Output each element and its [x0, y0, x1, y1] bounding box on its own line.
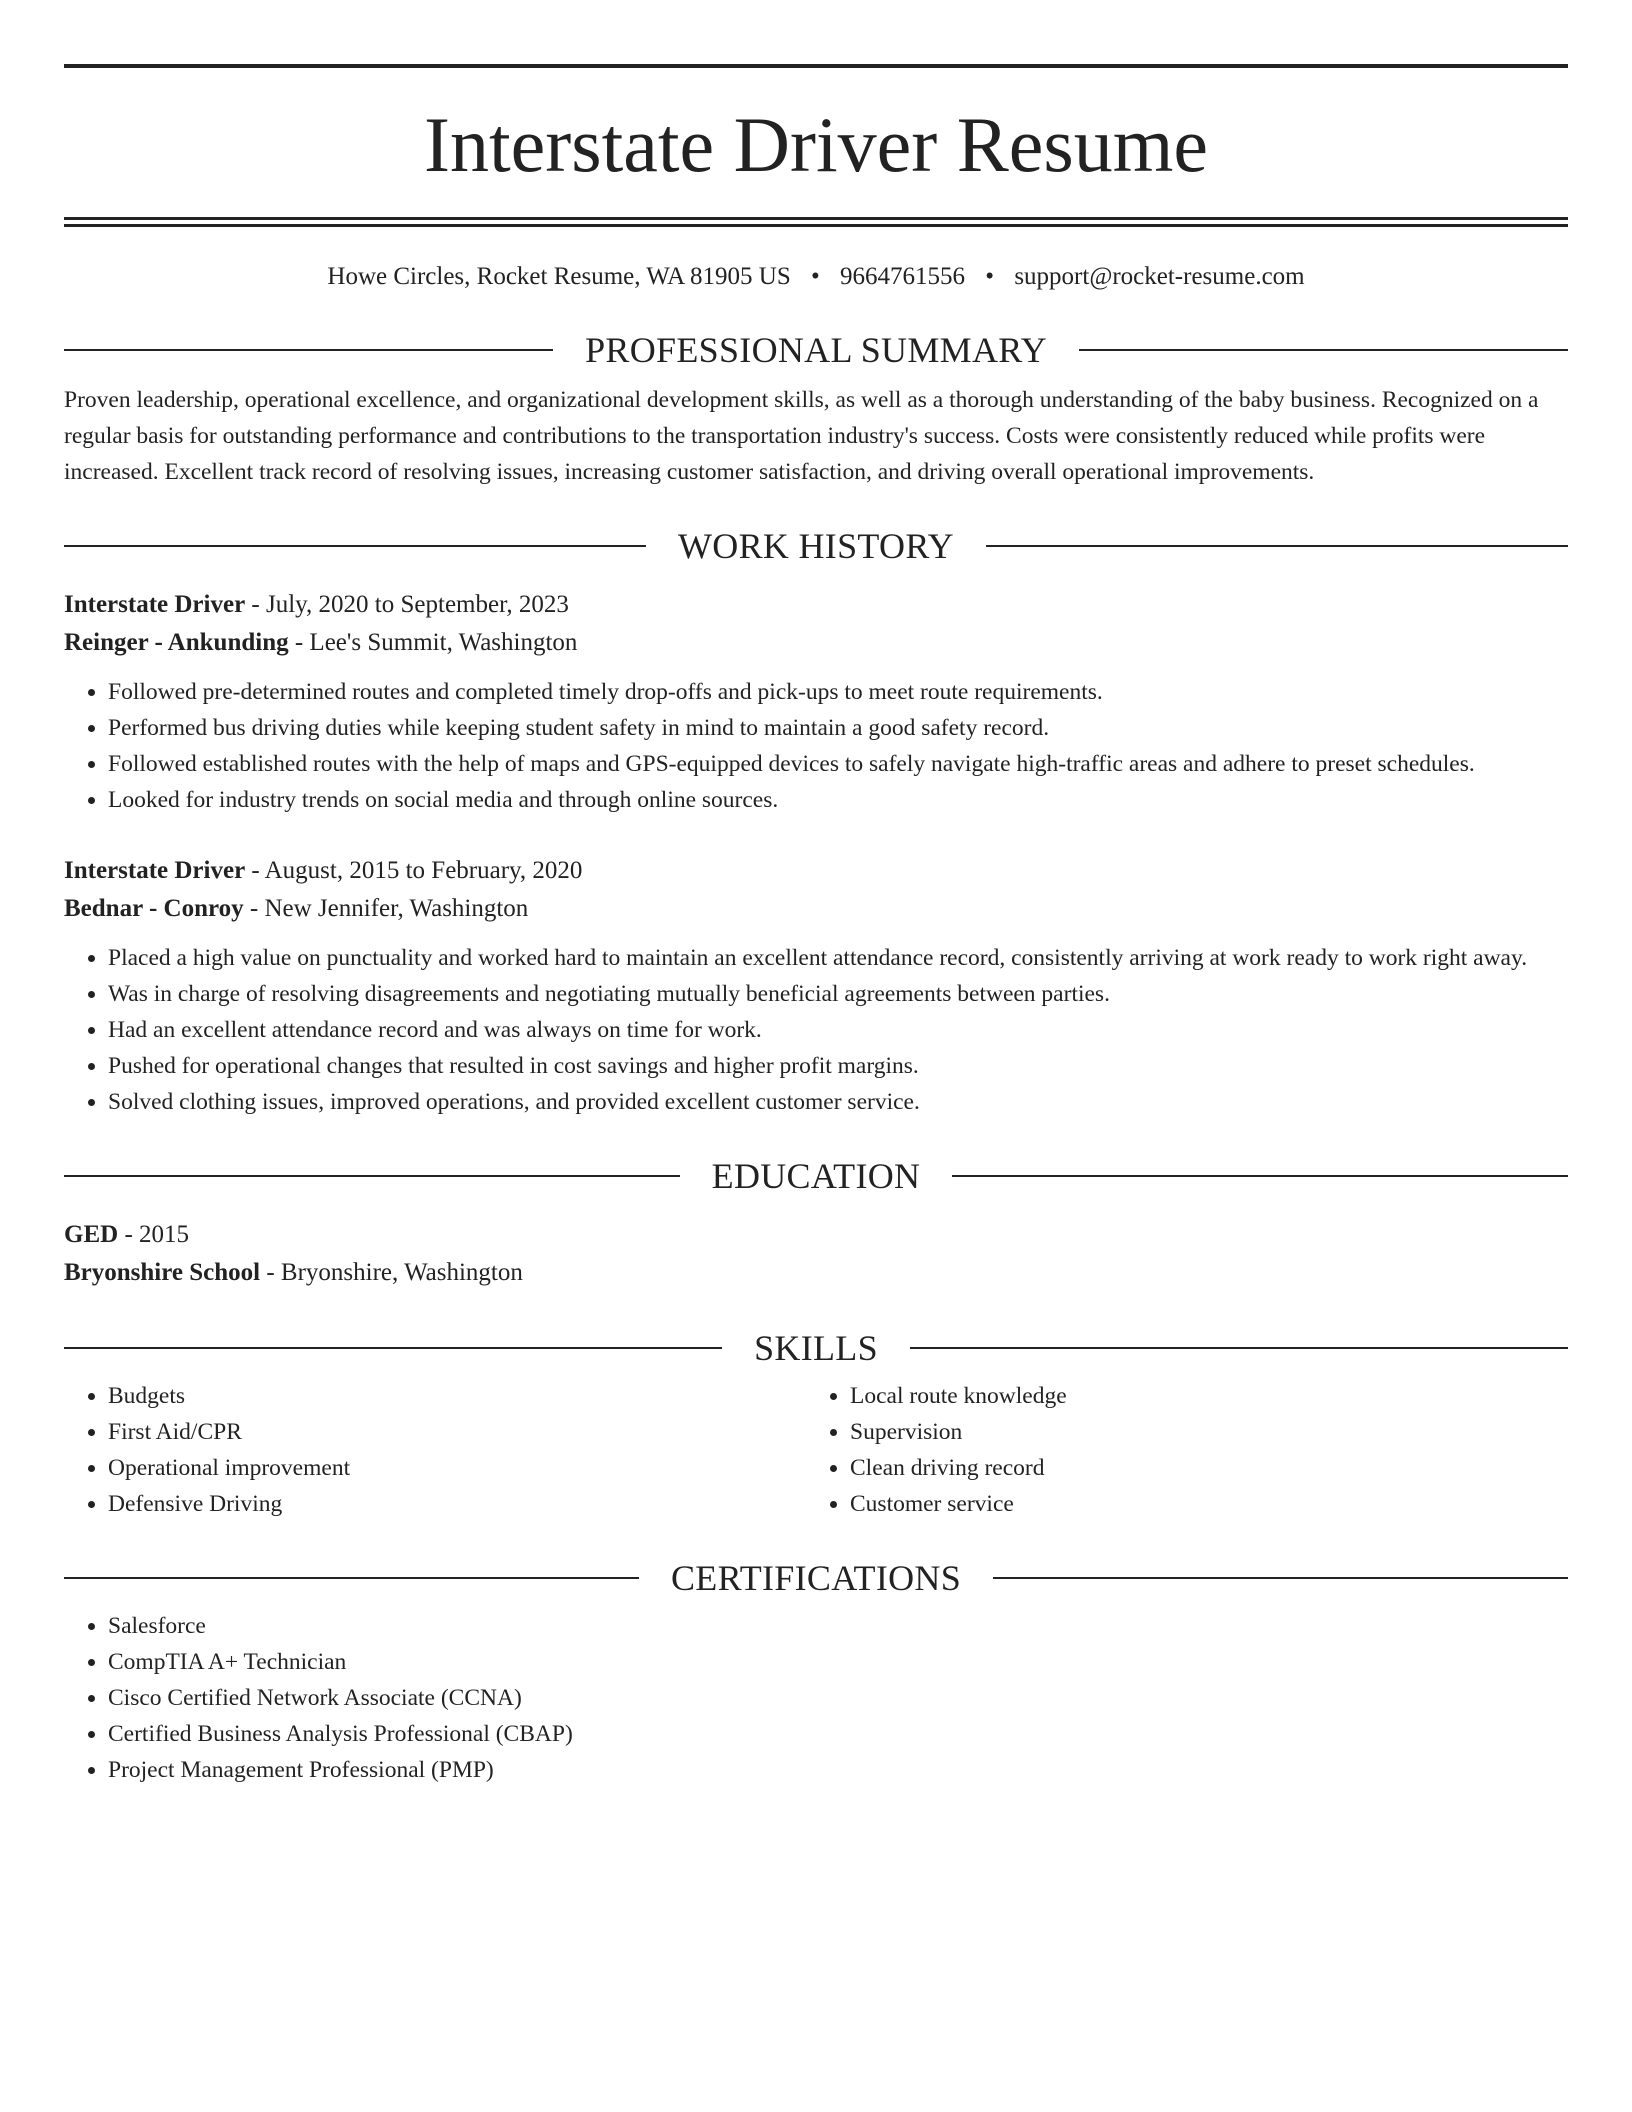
- list-item: • CompTIA A+ Technician: [108, 1644, 1568, 1680]
- list-item: • Followed established routes with the help of maps and GPS-equipped devices to safely navigate high-traffic areas and adhere to preset schedules.: [108, 746, 1568, 782]
- list-item: • Looked for industry trends on social media and through online sources.: [108, 782, 1568, 818]
- contact-separator: •: [811, 263, 820, 290]
- job-title: Interstate Driver: [64, 591, 246, 618]
- job-title-line: [64, 852, 1568, 890]
- section-heading-certifications: [64, 1556, 1568, 1600]
- contact-separator: •: [985, 263, 995, 290]
- divider-line: [64, 545, 646, 547]
- section-title: EDUCATION: [711, 1156, 921, 1196]
- divider-line: [1079, 349, 1568, 351]
- education-year: - 2015: [118, 1221, 190, 1248]
- education-degree-line: [64, 1216, 1568, 1254]
- list-item: • Certified Business Analysis Professional (CBAP): [108, 1716, 1568, 1752]
- contact-phone: 9664761556: [840, 263, 966, 290]
- list-item: • Performed bus driving duties while keeping student safety in mind to maintain a good safety record.: [108, 710, 1568, 746]
- section-title: WORK HISTORY: [678, 526, 954, 566]
- skills-columns: [64, 1378, 1568, 1522]
- list-item: • First Aid/CPR: [108, 1414, 806, 1450]
- job-entry: [64, 852, 1568, 1120]
- contact-line: [64, 260, 1568, 294]
- divider-line: [910, 1347, 1568, 1349]
- contact-address: Howe Circles, Rocket Resume, WA 81905 US: [327, 263, 791, 290]
- top-rule: [64, 64, 1568, 68]
- list-item: • Pushed for operational changes that resulted in cost savings and higher profit margins.: [108, 1048, 1568, 1084]
- education-degree: GED: [64, 1221, 119, 1248]
- education-entry: [64, 1216, 1568, 1292]
- list-item: • Salesforce: [108, 1608, 1568, 1644]
- education-school: Bryonshire School: [64, 1259, 261, 1286]
- list-item: • Solved clothing issues, improved operations, and provided excellent customer service.: [108, 1084, 1568, 1120]
- job-dates: - August, 2015 to February, 2020: [245, 857, 583, 884]
- job-duties-list: [64, 940, 1568, 1120]
- divider-line: [986, 545, 1568, 547]
- section-heading-summary: [64, 328, 1568, 372]
- divider-line: [64, 1347, 722, 1349]
- job-company-line: [64, 624, 1568, 662]
- contact-email: support@rocket-resume.com: [1014, 263, 1305, 290]
- education-location: - Bryonshire, Washington: [260, 1259, 523, 1286]
- certifications-list: [64, 1608, 1568, 1788]
- list-item: • Local route knowledge: [850, 1378, 1548, 1414]
- divider-line: [64, 1577, 639, 1579]
- list-item: • Supervision: [850, 1414, 1548, 1450]
- section-title: PROFESSIONAL SUMMARY: [585, 330, 1047, 370]
- job-location: - New Jennifer, Washington: [243, 895, 529, 922]
- section-title: CERTIFICATIONS: [670, 1558, 962, 1598]
- summary-text: Proven leadership, operational excellence, and organizational development skills, as well as a thorough understanding of the baby business. Recognized on a regular basis for outstanding performance and contributions to the transportation industry's success. Costs were consistently reduced while profits were increased. Excellent track record of resolving issues, increasing customer satisfaction, and driving overall operational improvements.: [64, 387, 1539, 485]
- job-location: - Lee's Summit, Washington: [288, 629, 578, 656]
- divider-line: [64, 1175, 680, 1177]
- resume-content: [64, 64, 1568, 1788]
- list-item: • Clean driving record: [850, 1450, 1548, 1486]
- list-item: • Placed a high value on punctuality and worked hard to maintain an excellent attendance record, consistently arriving at work ready to work right away.: [108, 940, 1568, 976]
- divider-line: [952, 1175, 1568, 1177]
- job-title: Interstate Driver: [64, 857, 246, 884]
- list-item: • Cisco Certified Network Associate (CCNA): [108, 1680, 1568, 1716]
- skills-column-right: [806, 1378, 1548, 1522]
- skills-list: [806, 1378, 1548, 1522]
- list-item: • Budgets: [108, 1378, 806, 1414]
- job-title-line: [64, 586, 1568, 624]
- job-company: Bednar - Conroy: [64, 895, 244, 922]
- certifications-block: [64, 1608, 1568, 1788]
- skills-list: [64, 1378, 806, 1522]
- list-item: • Operational improvement: [108, 1450, 806, 1486]
- section-heading-work-history: [64, 524, 1568, 568]
- list-item: • Followed pre-determined routes and completed timely drop-offs and pick-ups to meet route requirements.: [108, 674, 1568, 710]
- section-title: SKILLS: [754, 1328, 878, 1368]
- job-duties-list: [64, 674, 1568, 818]
- list-item: • Customer service: [850, 1486, 1548, 1522]
- section-heading-education: [64, 1154, 1568, 1198]
- job-company-line: [64, 890, 1568, 928]
- divider-line: [993, 1577, 1568, 1579]
- list-item: • Project Management Professional (PMP): [108, 1752, 1568, 1788]
- list-item: • Had an excellent attendance record and was always on time for work.: [108, 1012, 1568, 1048]
- divider-line: [64, 349, 553, 351]
- job-entry: [64, 586, 1568, 818]
- resume-title: Interstate Driver Resume: [423, 101, 1209, 188]
- list-item: • Defensive Driving: [108, 1486, 806, 1522]
- skills-column-left: [64, 1378, 806, 1522]
- title-double-rule: [64, 217, 1568, 227]
- education-school-line: [64, 1254, 1568, 1292]
- section-heading-skills: [64, 1326, 1568, 1370]
- job-dates: - July, 2020 to September, 2023: [245, 591, 569, 618]
- list-item: • Was in charge of resolving disagreements and negotiating mutually beneficial agreements between parties.: [108, 976, 1568, 1012]
- job-company: Reinger - Ankunding: [64, 629, 289, 656]
